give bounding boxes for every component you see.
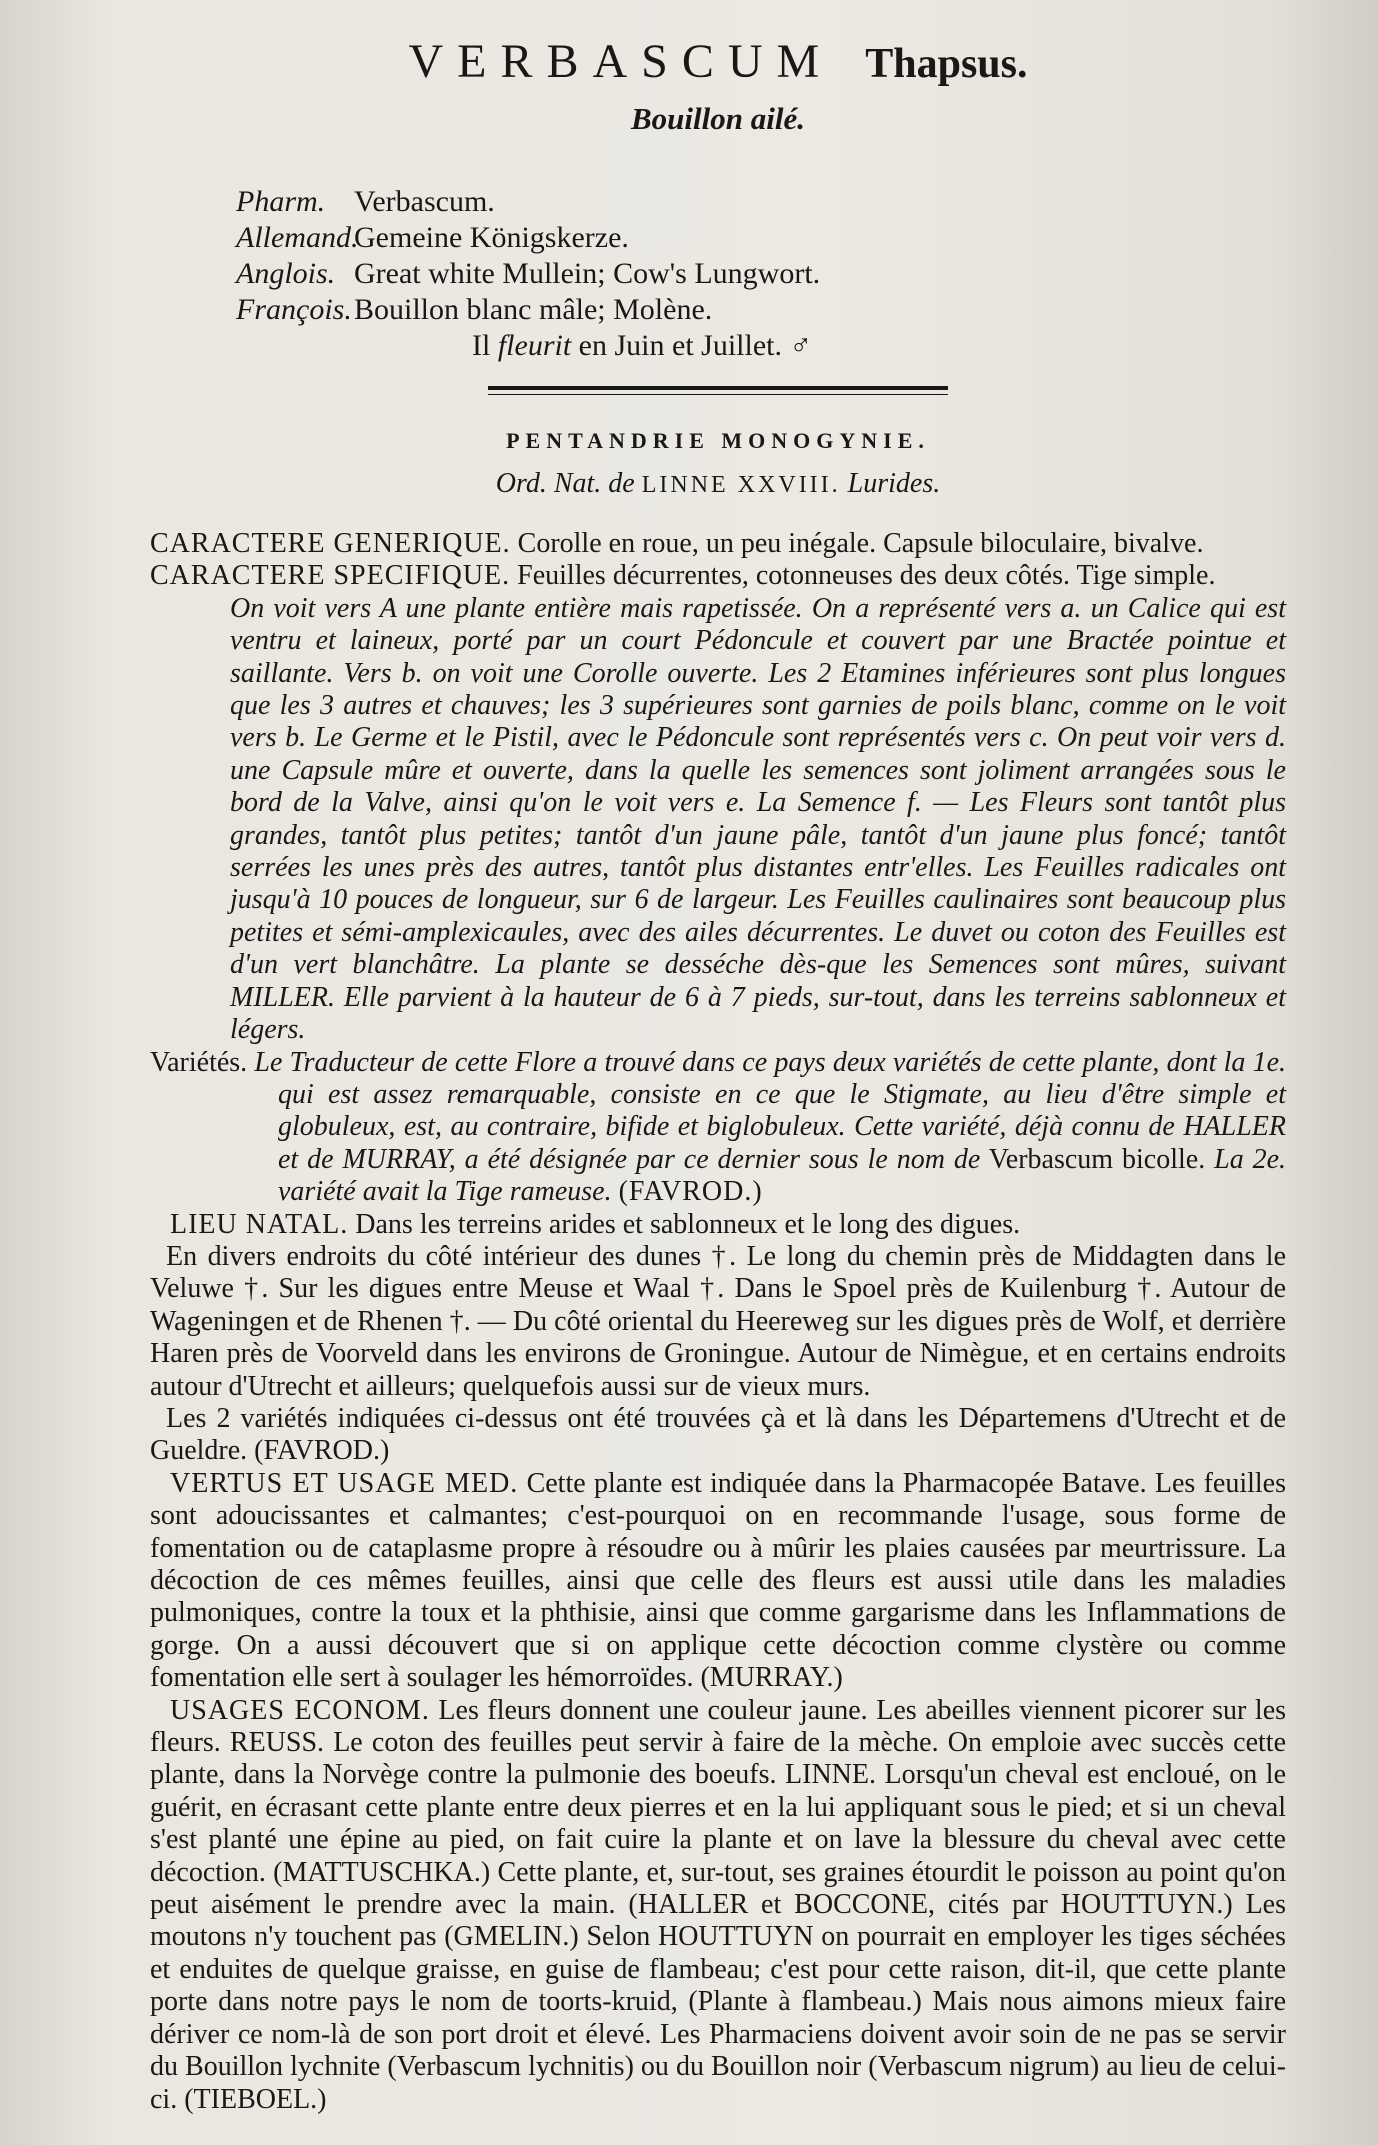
natural-order: Ord. Nat. de LINNE XXVIII. Lurides. xyxy=(495,468,941,499)
medical-uses-section: VERTUS ET USAGE MED. Cette plante est indiquée dans la Pharmacopée Batave. Les feuilles sont adoucissantes et calmantes; c'est-pourquoi on en recommande l'usage, sous forme de fomentation ou de cataplasme propre à résoudre ou à mûrir les plaies causées par meurtrissure. La décoction de ces mêmes feuilles, ainsi que celle des fleurs est aussi utile dans les maladies pulmoniques, contre la toux et la phthisie, ainsi que comme gargarisme dans les Inflammations de gorge. On a aussi découvert que si on applique cette décoction comme clystère ou comme fomentation elle sert à soulager les hémorroïdes. (MURRAY.) xyxy=(150,1467,1286,1694)
name-row xyxy=(236,220,1286,256)
economic-uses-section: USAGES ECONOM. Les fleurs donnent une couleur jaune. Les abeilles viennent picorer sur les fleurs. REUSS. Le coton des feuilles peut servir à faire de la mèche. On emploie avec succès cette plante, dans la Norvège contre la pulmonie des boeufs. LINNE. Lorsqu'un cheval est encloué, on le guérit, en écrasant cette plante entre deux pierres et en la lui appliquant sous le pied; et si un cheval s'est planté une épine au pied, on fait cuire la plante et on lave la blessure du cheval avec cette décoction. (MATTUSCHKA.) Cette plante, et, sur-tout, ses graines étourdit le poisson au point qu'on peut aisément le prendre avec la main. (HALLER et BOCCONE, cités par HOUTTUYN.) Les moutons n'y touchent pas (GMELIN.) Selon HOUTTUYN on pourrait en employer les tiges séchées et enduites de quelque graisse, en guise de flambeau; c'est pour cette raison, dit-il, que cette plante porte dans notre pays le nom de toorts-kruid, (Plante à flambeau.) Mais nous aimons mieux faire dériver ce nom-là de son port droit et élevé. Les Pharmaciens doivent avoir soin de ne pas se servir du Bouillon lychnite (Verbascum lychnitis) ou du Bouillon noir (Verbascum nigrum) au lieu de celui-ci. (TIEBOEL.) xyxy=(150,1694,1287,2115)
name-language: Anglois. xyxy=(236,257,336,290)
varieties-section: Variétés. Le Traducteur de cette Flore a trouvé dans ce pays deux variétés de cette plante, dont la 1e. qui est assez remarquable, consiste en ce que le Stigmate, au lieu d'être simple et globuleux, est, au contraire, bifide et biglobuleux. Cette variété, déjà connu de HALLER et de MURRAY, a été désignée par ce dernier sous le nom de Verbascum bicolle. La 2e. variété avait la Tige rameuse. (FAVROD.) xyxy=(150,1046,1287,1208)
linnaean-class: PENTANDRIE MONOGYNIE. xyxy=(506,428,930,453)
habitat-section: LIEU NATAL. Dans les terreins arides et sablonneux et le long des digues. xyxy=(170,1208,1021,1240)
name-row xyxy=(236,292,1286,328)
vernacular-names xyxy=(236,184,1286,364)
flowering-period: Il fleurit en Juin et Juillet. ♂ xyxy=(472,329,812,362)
species-name: Thapsus. xyxy=(865,41,1028,87)
male-symbol-icon: ♂ xyxy=(789,329,812,362)
name-row xyxy=(236,256,1286,292)
divider-rule xyxy=(488,386,948,400)
common-name: Bouillon ailé. xyxy=(631,101,805,136)
name-language: François. xyxy=(236,293,352,326)
habitat-varieties: Les 2 variétés indiquées ci-dessus ont été trouvées çà et là dans les Départemens d'Utrecht et de Gueldre. (FAVROD.) xyxy=(150,1402,1286,1467)
name-language: Pharm. xyxy=(236,185,326,218)
name-value: Bouillon blanc mâle; Molène. xyxy=(354,293,713,326)
name-value: Great white Mullein; Cow's Lungwort. xyxy=(354,257,821,290)
name-language: Allemand. xyxy=(236,221,359,254)
specific-character: CARACTERE SPECIFIQUE. Feuilles décurrentes, cotonneuses des deux côtés. Tige simple. xyxy=(150,560,1216,592)
generic-character: CARACTERE GENERIQUE. Corolle en roue, un peu inégale. Capsule biloculaire, bivalve. xyxy=(150,528,1204,559)
habitat-localities: En divers endroits du côté intérieur des dunes †. Le long du chemin près de Middagten dans le Veluwe †. Sur les digues entre Meuse et Waal †. Dans le Spoel près de Kuilenburg †. Autour de Wageningen et de Rhenen †. — Du côté oriental du Heereweg sur les digues près de Wolf, et derrière Haren près de Voorveld dans les environs de Groningue. Autour de Nimègue, et en certains endroits autour d'Utrecht et ailleurs; quelquefois aussi sur de vieux murs. xyxy=(150,1240,1286,1402)
name-value: Verbascum. xyxy=(354,185,495,218)
name-row xyxy=(236,184,1286,220)
text-body xyxy=(150,528,1286,2116)
genus-name: VERBASCUM xyxy=(408,35,834,88)
plate-description: On voit vers A une plante entière mais rapetissée. On a représenté vers a. un Calice qui est ventru et laineux, porté par un court Pédoncule et couvert par une Bractée pointue et saillante. Vers b. on voit une Corolle ouverte. Les 2 Etamines inférieures sont plus longues que les 3 autres et chauves; les 3 supérieures sont garnies de poils blanc, comme on le voit vers b. Le Germe et le Pistil, avec le Pédoncule sont représentés vers c. On peut voir vers d. une Capsule mûre et ouverte, dans la quelle les semences sont joliment arrangées sous le bord de la Valve, ainsi qu'on le voit vers e. La Semence f. — Les Fleurs sont tantôt plus grandes, tantôt plus petites; tantôt d'un jaune pâle, tantôt d'un jaune plus foncé; tantôt serrées les unes près des autres, tantôt plus distantes entr'elles. Les Feuilles radicales ont jusqu'à 10 pouces de longueur, sur 6 de largeur. Les Feuilles caulinaires sont beaucoup plus petites et sémi-amplexicaules, avec des ailes décurrentes. Le duvet ou coton des Feuilles est d'un vert blanchâtre. La plante se desséche dès-que les Semences sont mûres, suivant MILLER. Elle parvient à la hauteur de 6 à 7 pieds, sur-tout, dans les terreins sablonneux et légers. xyxy=(230,592,1286,1046)
name-value: Gemeine Königskerze. xyxy=(354,221,629,254)
page-title xyxy=(150,32,1286,94)
